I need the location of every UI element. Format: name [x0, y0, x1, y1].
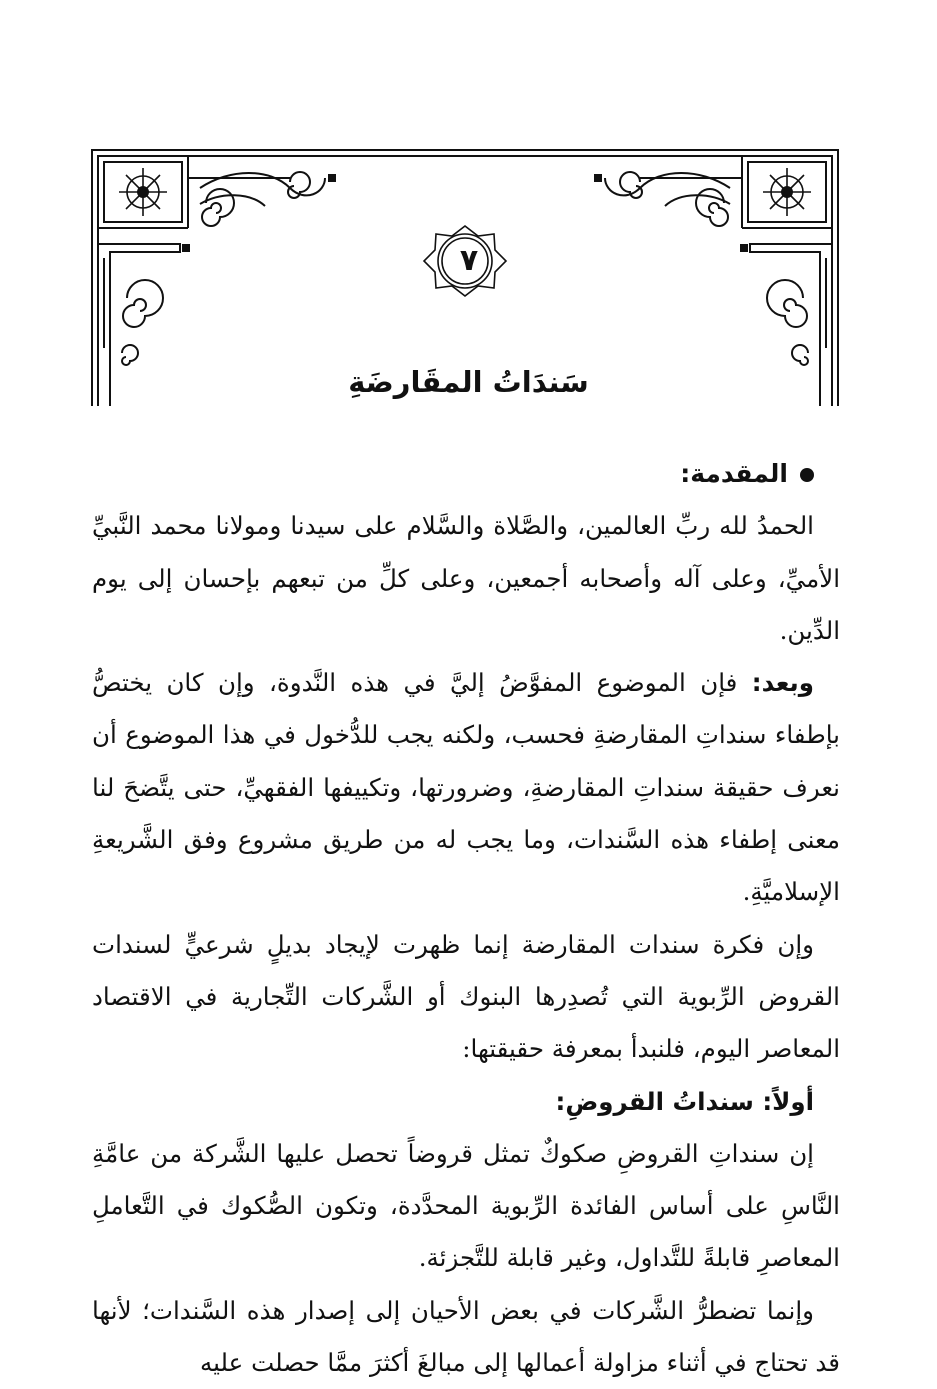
chapter-title: سَندَاتُ المقَارضَةِ: [348, 365, 589, 399]
paragraph-3: وإن فكرة سندات المقارضة إنما ظهرت لإيجاد بديلٍ شرعيٍّ لسندات القروض الرِّبوية التي تُصدِرها البنوك أو الشَّركات التِّجارية في الاقتصاد المعاصر اليوم، فلنبدأ بمعرفة حقيقتها:: [92, 929, 840, 1064]
paragraph-4: إن سنداتِ القروضِ صكوكٌ تمثل قروضاً تحصل عليها الشَّركة من عامَّةِ النَّاسِ على أساس الفائدة الرِّبوية المحدَّدة، وتكون الصُّكوك في التَّعاملِ المعاصرِ قابلةً للتَّداول، وغير قابلة للتَّجزئة.: [92, 1138, 840, 1273]
bullet-icon: [800, 468, 814, 482]
paragraph-2-lead: وبعد:: [751, 668, 814, 698]
paragraph-5: وإنما تضطرُّ الشَّركات في بعض الأحيان إلى إصدار هذه السَّندات؛ لأنها قد تحتاج في أثناء مزاولة أعمالها إلى مبالغَ أكثرَ ممَّا حصلت عليه: [92, 1295, 840, 1378]
document-body: [92, 448, 840, 1389]
paragraph-2: [92, 657, 840, 918]
chapter-number: ٧: [459, 243, 479, 278]
section-heading-intro: المقدمة:: [92, 448, 840, 500]
paragraph-1: الحمدُ لله ربِّ العالمين، والصَّلاة والسَّلام على سيدنا ومولانا محمد النَّبيِّ الأميِّ، وعلى آله وأصحابه أجمعين، وعلى كلِّ من تبعهم بإحسان إلى يوم الدِّين.: [92, 511, 840, 645]
paragraph-2-text: فإن الموضوع المفوَّضُ إليَّ في هذه النَّدوة، وإن كان يختصُّ بإطفاء سنداتِ المقارضةِ فحسب، ولكنه يجب للدُّخول في هذا الموضوع أن نعرف حقيقة سنداتِ المقارضةِ، وضرورتها، وتكييفها الفقهيِّ، حتى يتَّضحَ لنا معنى إطفاء هذه السَّندات، وما يجب له من طريق مشروع وفق الشَّريعةِ الإسلاميَّةِ.: [92, 668, 840, 907]
subheading-bonds: أولاً: سنداتُ القروضِ:: [555, 1086, 814, 1116]
